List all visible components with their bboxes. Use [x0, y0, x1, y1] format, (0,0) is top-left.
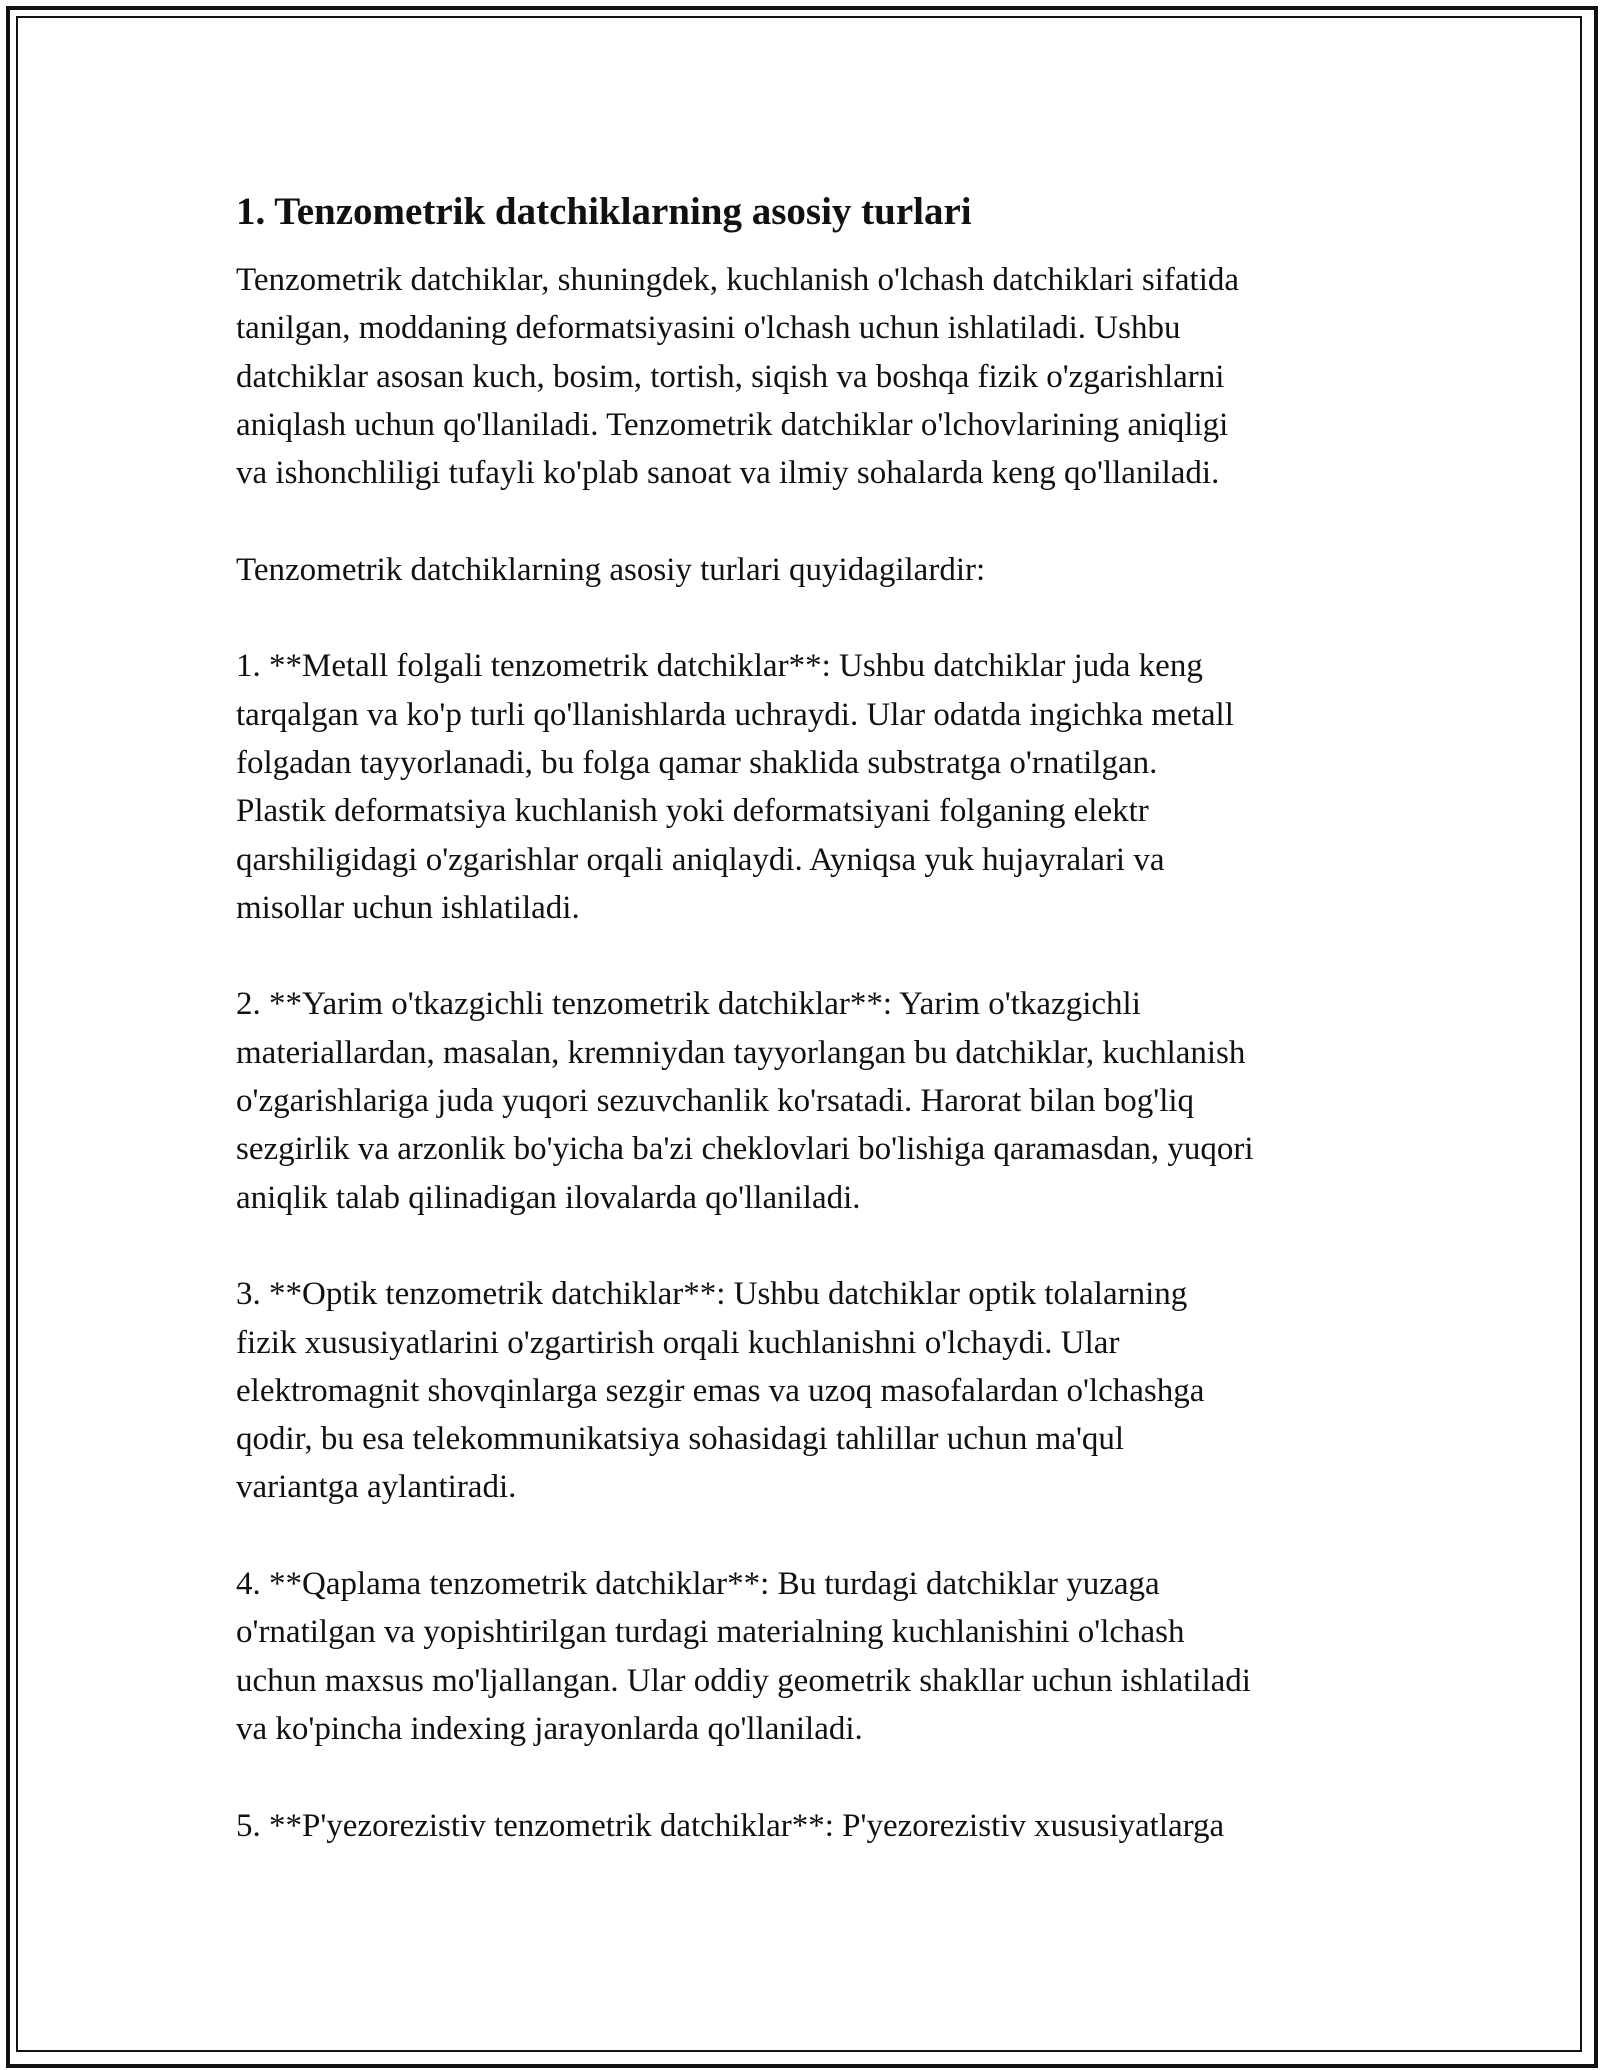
- paragraph-line: Tenzometrik datchiklarning asosiy turlari quyidagilardir:: [236, 551, 986, 588]
- paragraph: [236, 546, 1376, 594]
- paragraph-line: o'rnatilgan va yopishtirilgan turdagi materialning kuchlanishini o'lchash: [236, 1614, 1185, 1651]
- paragraph-line: materiallardan, masalan, kremniydan tayyorlangan bu datchiklar, kuchlanish: [236, 1034, 1246, 1071]
- paragraph-line: sezgirlik va arzonlik bo'yicha ba'zi cheklovlari bo'lishiga qaramasdan, yuqori: [236, 1131, 1254, 1168]
- paragraph-line: datchiklar asosan kuch, bosim, tortish, siqish va boshqa fizik o'zgarishlarni: [236, 358, 1225, 395]
- paragraph-line: variantga aylantiradi.: [236, 1469, 517, 1506]
- paragraph-line: va ko'pincha indexing jarayonlarda qo'llaniladi.: [236, 1710, 863, 1747]
- paragraph-line: 1. **Metall folgali tenzometrik datchiklar**: Ushbu datchiklar juda keng: [236, 648, 1203, 685]
- paragraph-line: qarshiligidagi o'zgarishlar orqali aniqlaydi. Ayniqsa yuk hujayralari va: [236, 841, 1165, 878]
- paragraph-line: tanilgan, moddaning deformatsiyasini o'lchash uchun ishlatiladi. Ushbu: [236, 310, 1181, 347]
- paragraph: [236, 1270, 1376, 1511]
- paragraph: [236, 1560, 1376, 1753]
- paragraph-list: [236, 256, 1376, 1850]
- paragraph: [236, 256, 1376, 497]
- paragraph: [236, 980, 1376, 1221]
- document-body: [236, 188, 1376, 1898]
- paragraph-line: uchun maxsus mo'ljallangan. Ular oddiy geometrik shakllar uchun ishlatiladi: [236, 1662, 1251, 1699]
- section-heading: 1. Tenzometrik datchiklarning asosiy turlari: [236, 190, 972, 233]
- paragraph-line: 4. **Qaplama tenzometrik datchiklar**: Bu turdagi datchiklar yuzaga: [236, 1566, 1160, 1603]
- paragraph-line: va ishonchliligi tufayli ko'plab sanoat va ilmiy sohalarda keng qo'llaniladi.: [236, 455, 1220, 492]
- paragraph: [236, 642, 1376, 932]
- paragraph-line: elektromagnit shovqinlarga sezgir emas va uzoq masofalardan o'lchashga: [236, 1372, 1205, 1409]
- paragraph-line: tarqalgan va ko'p turli qo'llanishlarda uchraydi. Ular odatda ingichka metall: [236, 696, 1234, 733]
- paragraph-line: fizik xususiyatlarini o'zgartirish orqali kuchlanishni o'lchaydi. Ular: [236, 1324, 1120, 1361]
- paragraph-line: aniqlik talab qilinadigan ilovalarda qo'llaniladi.: [236, 1179, 861, 1216]
- paragraph-line: 5. **P'yezorezistiv tenzometrik datchiklar**: P'yezorezistiv xususiyatlarga: [236, 1807, 1225, 1844]
- paragraph-line: 2. **Yarim o'tkazgichli tenzometrik datchiklar**: Yarim o'tkazgichli: [236, 986, 1141, 1023]
- paragraph-line: misollar uchun ishlatiladi.: [236, 889, 580, 926]
- paragraph-line: aniqlash uchun qo'llaniladi. Tenzometrik datchiklar o'lchovlarining aniqligi: [236, 406, 1229, 443]
- paragraph-line: 3. **Optik tenzometrik datchiklar**: Ushbu datchiklar optik tolalarning: [236, 1276, 1188, 1313]
- paragraph-line: o'zgarishlariga juda yuqori sezuvchanlik ko'rsatadi. Harorat bilan bog'liq: [236, 1083, 1195, 1120]
- paragraph: [236, 1802, 1376, 1850]
- paragraph-line: folgadan tayyorlanadi, bu folga qamar shaklida substratga o'rnatilgan.: [236, 744, 1158, 781]
- paragraph-line: Tenzometrik datchiklar, shuningdek, kuchlanish o'lchash datchiklari sifatida: [236, 262, 1240, 298]
- paragraph-line: Plastik deformatsiya kuchlanish yoki deformatsiyani folganing elektr: [236, 793, 1149, 830]
- paragraph-line: qodir, bu esa telekommunikatsiya sohasidagi tahlillar uchun ma'qul: [236, 1421, 1125, 1458]
